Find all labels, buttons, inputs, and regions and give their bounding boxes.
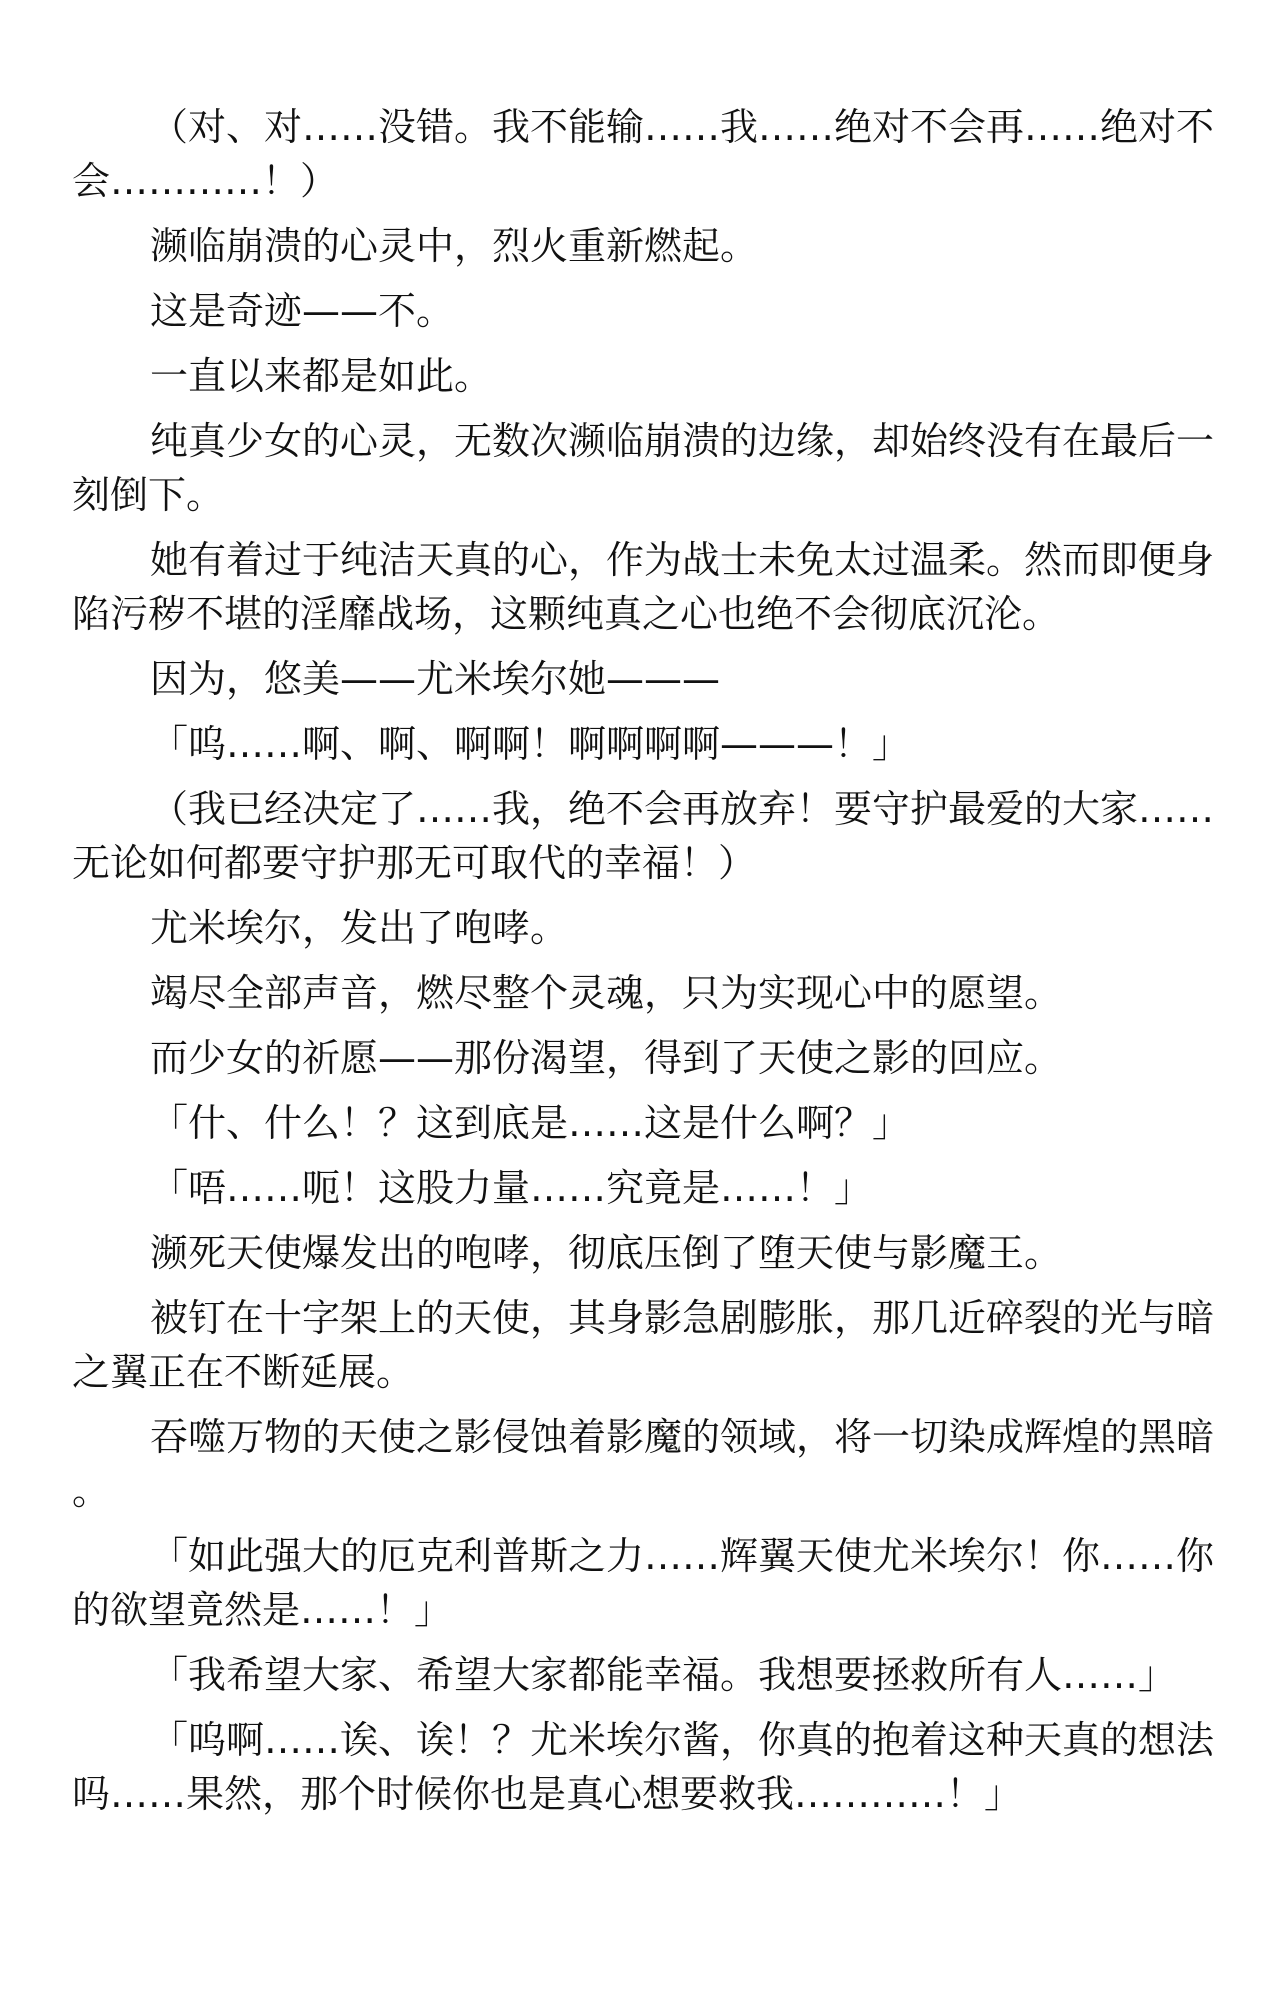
paragraph-6: 她有着过于纯洁天真的心，作为战士未免太过温柔。然而即便身陷污秽不堪的淫靡战场，这颗纯真之心也绝不会彻底沉沦。 [72,538,1215,636]
paragraph-5: 纯真少女的心灵，无数次濒临崩溃的边缘，却始终没有在最后一刻倒下。 [72,419,1215,517]
paragraph-15: 濒死天使爆发出的咆哮，彻底压倒了堕天使与影魔王。 [150,1231,1063,1275]
paragraph-4: 一直以来都是如此。 [150,354,493,398]
paragraph-7: 因为，悠美——尤米埃尔她——— [150,657,721,701]
paragraph-17: 吞噬万物的天使之影侵蚀着影魔的领域，将一切染成辉煌的黑暗。 [72,1415,1215,1513]
paragraph-2: 濒临崩溃的心灵中，烈火重新燃起。 [150,224,759,268]
dialogue-line-5: 「我希望大家、希望大家都能幸福。我想要拯救所有人……」 [150,1653,1177,1697]
document-page [72,100,1222,1832]
dialogue-line-3: 「唔……呃！这股力量……究竟是……！」 [150,1166,873,1210]
paragraph-3: 这是奇迹——不。 [150,289,455,333]
inner-monologue-2: （我已经决定了……我，绝不会再放弃！要守护最爱的大家……无论如何都要守护那无可取代的幸福！） [72,787,1215,885]
paragraph-1: （对、对……没错。我不能输……我……绝对不会再……绝对不会…………！） [72,105,1215,203]
paragraph-16: 被钉在十字架上的天使，其身影急剧膨胀，那几近碎裂的光与暗之翼正在不断延展。 [72,1296,1215,1394]
dialogue-line-1: 「呜……啊、啊、啊啊！啊啊啊啊———！」 [150,722,911,766]
paragraph-10: 尤米埃尔，发出了咆哮。 [150,906,569,950]
dialogue-line-6: 「呜啊……诶、诶！？尤米埃尔酱，你真的抱着这种天真的想法吗……果然，那个时候你也是真心想要救我…………！」 [72,1718,1215,1816]
paragraph-12: 而少女的祈愿——那份渴望，得到了天使之影的回应。 [150,1036,1063,1080]
dialogue-line-4: 「如此强大的厄克利普斯之力……辉翼天使尤米埃尔！你……你的欲望竟然是……！」 [72,1534,1215,1632]
paragraph-11: 竭尽全部声音，燃尽整个灵魂，只为实现心中的愿望。 [150,971,1063,1015]
dialogue-line-2: 「什、什么！？这到底是……这是什么啊？」 [150,1101,911,1145]
